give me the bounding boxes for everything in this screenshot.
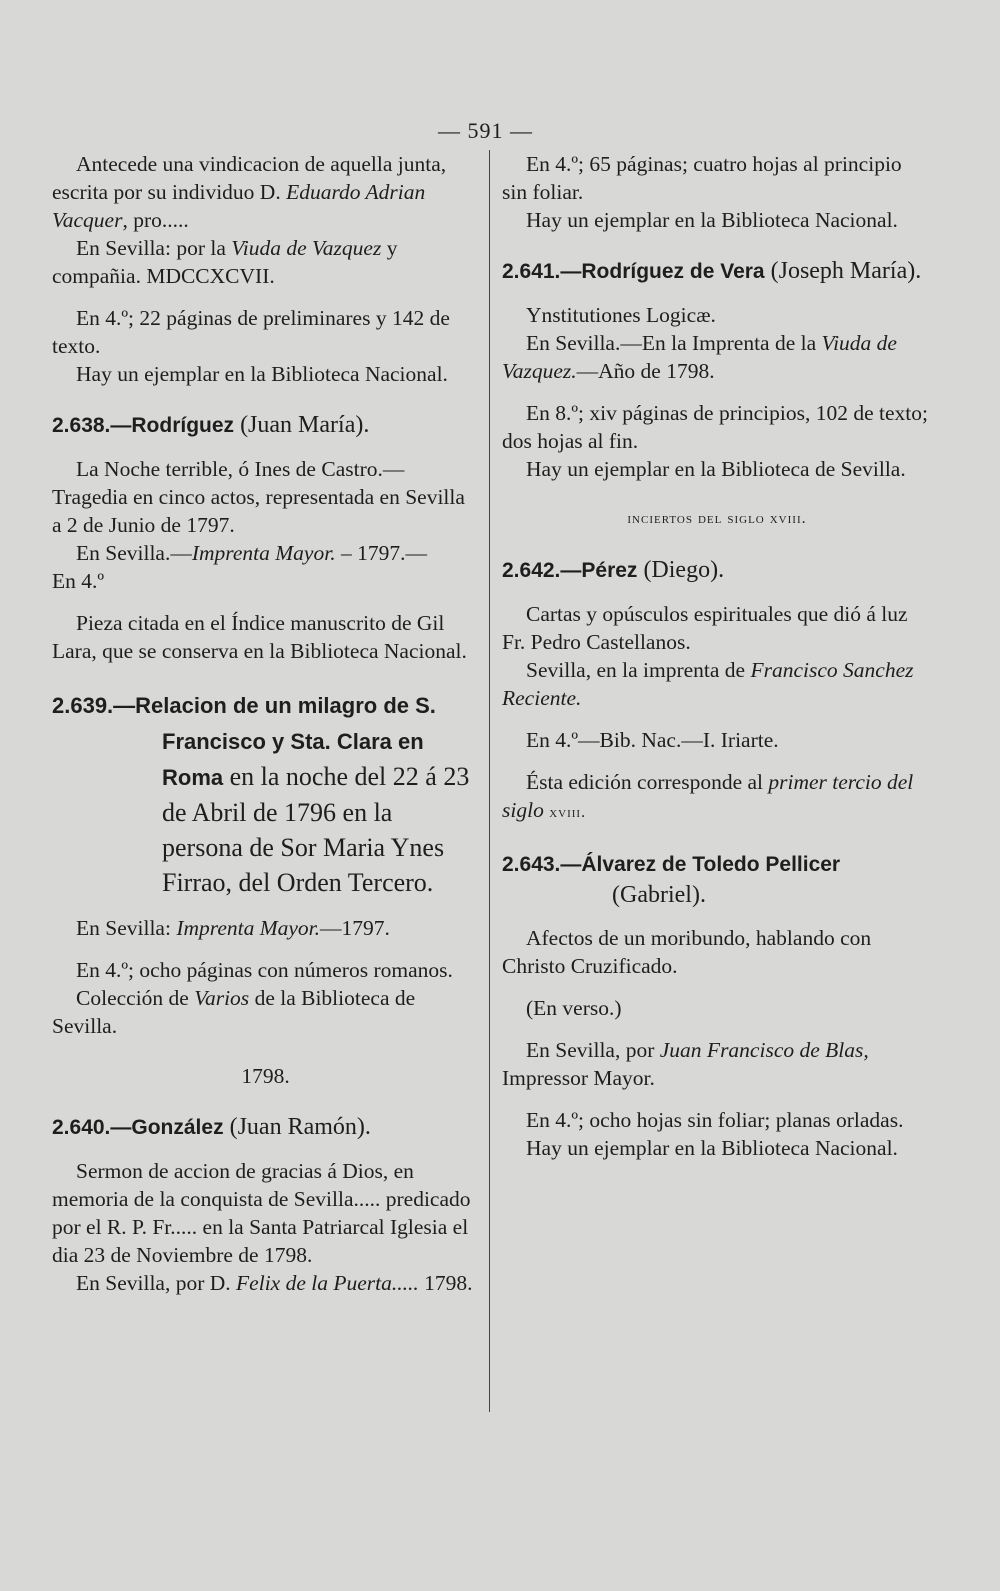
- page-number: — 591 —: [438, 118, 533, 143]
- entry-heading-2639: 2.639.—Relacion de un milagro de S. Francisco y Sta. Clara en Roma en la noche del 22 á 23 de Abril de 1796 en la persona de Sor Maria Ynes Firrao, del Orden Tercero.: [52, 693, 470, 897]
- entry-heading-2640: 2.640.—González (Juan Ramón).: [52, 1114, 371, 1140]
- paragraph: Ésta edición corresponde al primer tercio del siglo xviii.: [502, 770, 914, 822]
- paragraph: La Noche terrible, ó Ines de Castro.—Tragedia en cinco actos, representada en Sevilla a 2 de Junio de 1797.: [52, 457, 465, 537]
- paragraph: En Sevilla.—En la Imprenta de la Viuda de Vazquez.—Año de 1798.: [502, 331, 897, 383]
- paragraph: En Sevilla.—Imprenta Mayor. – 1797.—: [76, 541, 427, 565]
- entry-heading-2641: 2.641.—Rodríguez de Vera (Joseph María).: [502, 258, 922, 284]
- left-column: [52, 150, 479, 1297]
- paragraph: En 4.º; ocho hojas sin foliar; planas orladas.: [526, 1108, 904, 1132]
- entry-heading-2643: 2.643.—Álvarez de Toledo Pellicer (Gabriel).: [502, 853, 841, 908]
- paragraph: En 4.º: [52, 569, 105, 593]
- section-heading: inciertos del siglo xviii.: [627, 510, 807, 527]
- paragraph: Hay un ejemplar en la Biblioteca Nacional.: [76, 362, 448, 386]
- paragraph: En Sevilla, por D. Felix de la Puerta..... 1798.: [76, 1271, 473, 1295]
- year-heading: 1798.: [241, 1064, 290, 1088]
- entry-heading-2638: 2.638.—Rodríguez (Juan María).: [52, 412, 370, 438]
- paragraph: En 4.º; 65 páginas; cuatro hojas al principio sin foliar.: [502, 152, 902, 204]
- column-divider: [489, 150, 490, 1412]
- paragraph: En Sevilla: por la Viuda de Vazquez y compañia. MDCCXCVII.: [52, 236, 398, 288]
- paragraph: Hay un ejemplar en la Biblioteca de Sevilla.: [526, 457, 906, 481]
- paragraph: En Sevilla: Imprenta Mayor.—1797.: [76, 916, 390, 940]
- paragraph: Sermon de accion de gracias á Dios, en memoria de la conquista de Sevilla..... predicado por el R. P. Fr..... en la Santa Patriarcal Iglesia el dia 23 de Noviembre de 1798.: [52, 1159, 471, 1267]
- paragraph: Hay un ejemplar en la Biblioteca Nacional.: [526, 208, 898, 232]
- paragraph: (En verso.): [526, 996, 622, 1020]
- paragraph: Hay un ejemplar en la Biblioteca Nacional.: [526, 1136, 898, 1160]
- paragraph: Antecede una vindicacion de aquella junta, escrita por su individuo D. Eduardo Adrian Vacquer, pro.....: [52, 152, 447, 232]
- paragraph: Pieza citada en el Índice manuscrito de Gil Lara, que se conserva en la Biblioteca Nacional.: [52, 611, 467, 663]
- paragraph: Colección de Varios de la Biblioteca de Sevilla.: [52, 986, 416, 1038]
- paragraph: En 4.º; ocho páginas con números romanos.: [76, 958, 453, 982]
- paragraph: En 4.º—Bib. Nac.—I. Iriarte.: [526, 728, 779, 752]
- entry-heading-2642: 2.642.—Pérez (Diego).: [502, 557, 725, 583]
- paragraph: En 4.º; 22 páginas de preliminares y 142 de texto.: [52, 306, 450, 358]
- paragraph: Ynstitutiones Logicæ.: [526, 303, 716, 327]
- right-column: [502, 150, 932, 1162]
- paragraph: Afectos de un moribundo, hablando con Christo Cruzificado.: [502, 926, 872, 978]
- paragraph: En Sevilla, por Juan Francisco de Blas, Impressor Mayor.: [502, 1038, 869, 1090]
- paragraph: Cartas y opúsculos espirituales que dió á luz Fr. Pedro Castellanos.: [502, 602, 908, 654]
- paragraph: Sevilla, en la imprenta de Francisco Sanchez Reciente.: [502, 658, 914, 710]
- paragraph: En 8.º; xiv páginas de principios, 102 de texto; dos hojas al fin.: [502, 401, 928, 453]
